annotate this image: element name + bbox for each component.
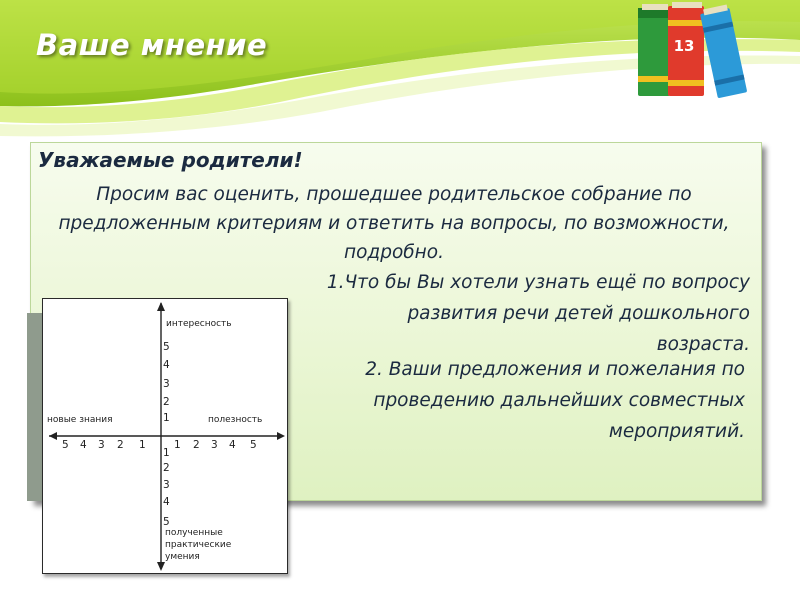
tick-down-5: 5 <box>163 516 170 528</box>
tick-right-5: 5 <box>250 439 257 451</box>
left-arrow <box>49 432 57 440</box>
label-down-2: практические <box>165 540 232 550</box>
tick-down-2: 2 <box>163 462 170 474</box>
down-arrow <box>157 562 165 571</box>
tick-down-4: 4 <box>163 496 170 508</box>
tick-left-3: 3 <box>98 439 105 451</box>
tick-left-4: 4 <box>80 439 87 451</box>
tick-right-3: 3 <box>211 439 218 451</box>
up-arrow <box>157 302 165 311</box>
greeting-heading: Уважаемые родители! <box>38 148 303 172</box>
right-arrow <box>277 432 285 440</box>
tick-left-5: 5 <box>62 439 69 451</box>
slide-title: Ваше мнение <box>36 28 268 62</box>
question-1: 1.Что бы Вы хотели узнать ещё по вопросу развития речи детей дошкольного возраста. <box>326 272 750 355</box>
tick-right-4: 4 <box>229 439 236 451</box>
rating-axes <box>43 299 287 573</box>
tick-up-3: 3 <box>163 378 170 390</box>
label-down-3: умения <box>165 552 200 562</box>
rating-diagram <box>42 298 288 574</box>
label-down-1: полученные <box>165 528 223 538</box>
tick-up-2: 2 <box>163 396 170 408</box>
question-2: 2. Ваши предложения и пожелания по проведению дальнейших совместных мероприятий. <box>365 359 745 442</box>
tick-left-1: 1 <box>139 439 146 451</box>
tick-up-1: 1 <box>163 412 170 424</box>
tick-down-3: 3 <box>163 479 170 491</box>
label-right: полезность <box>208 415 263 425</box>
tick-down-1: 1 <box>163 447 170 459</box>
tick-right-1: 1 <box>174 439 181 451</box>
tick-right-2: 2 <box>193 439 200 451</box>
label-up: интересность <box>166 319 232 329</box>
tick-up-5: 5 <box>163 341 170 353</box>
label-left: новые знания <box>47 415 113 425</box>
tick-left-2: 2 <box>117 439 124 451</box>
book-number: 13 <box>673 37 695 55</box>
intro-text: Просим вас оценить, прошедшее родительское собрание по предложенным критериям и ответить на вопросы, по возможности, подробно. <box>58 184 730 263</box>
tick-up-4: 4 <box>163 359 170 371</box>
